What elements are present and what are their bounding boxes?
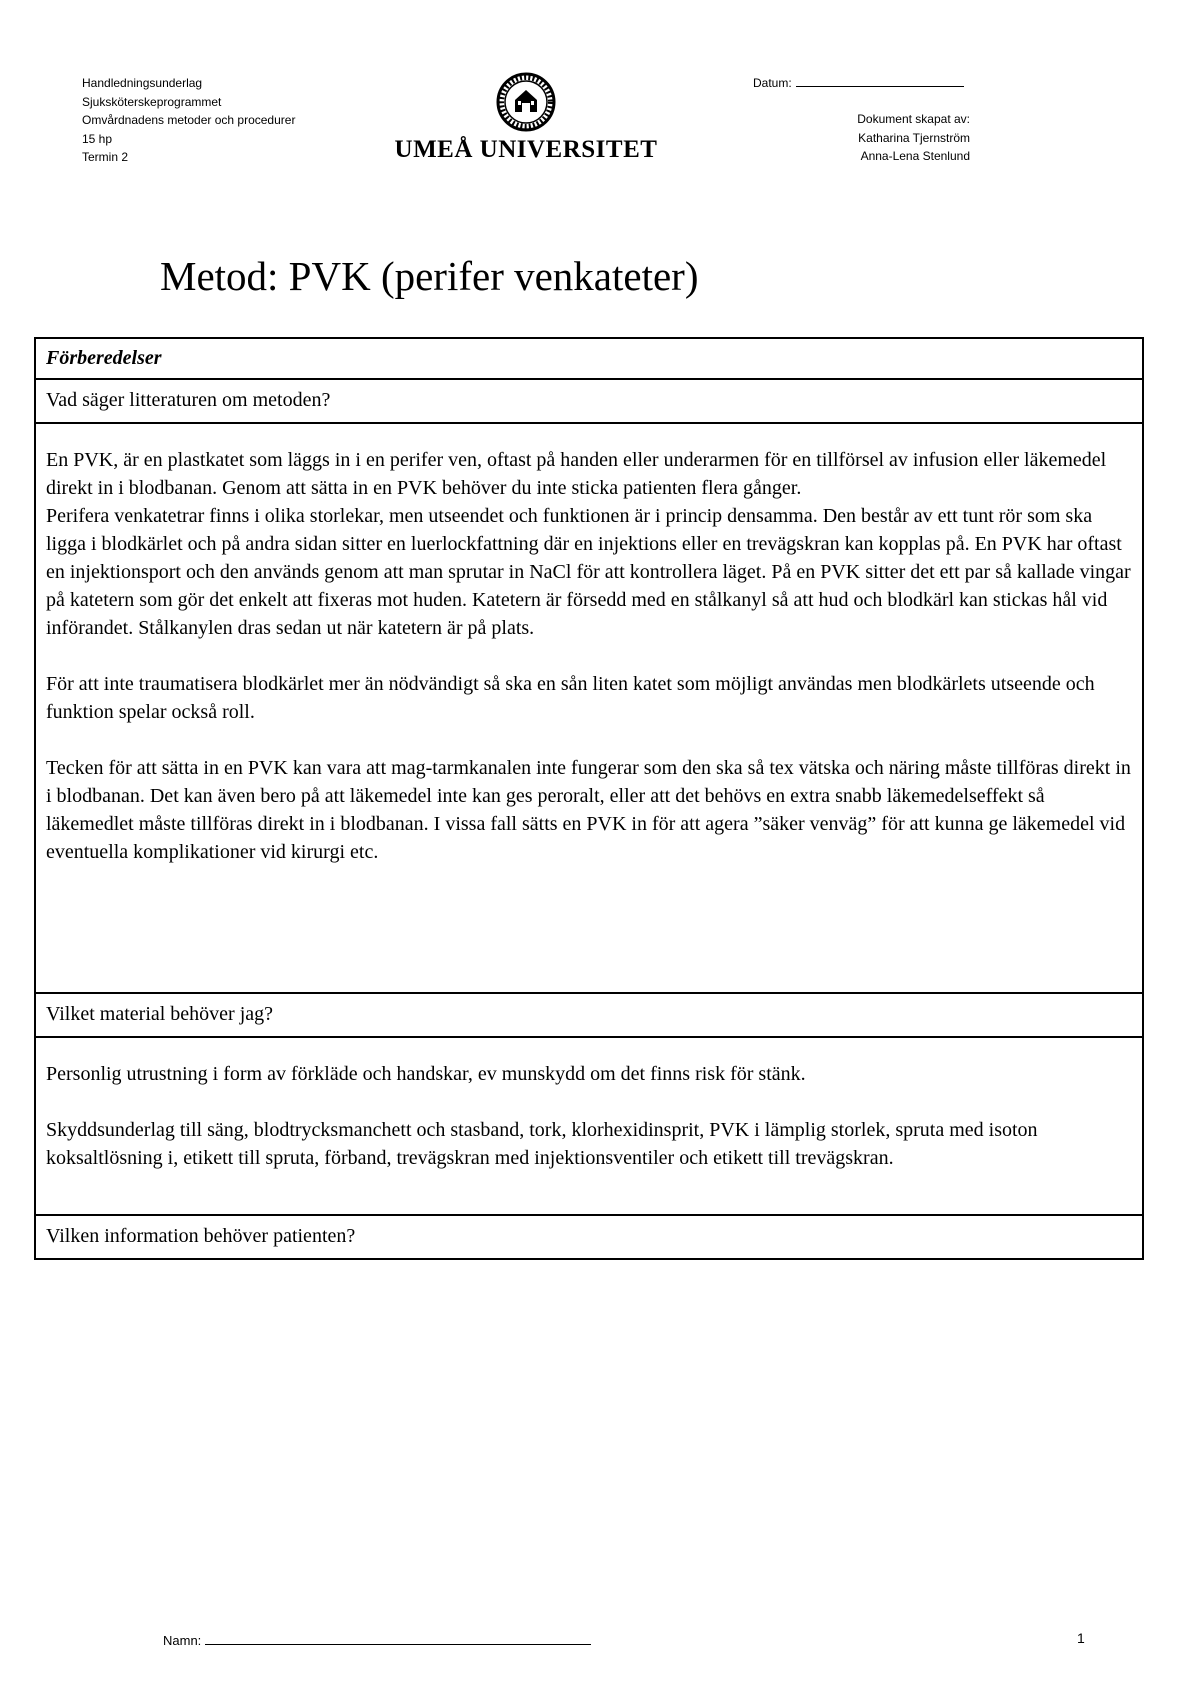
course-info-line: Omvårdnadens metoder och procedurer [82, 113, 296, 127]
course-info [82, 74, 295, 167]
page-number: 1 [1077, 1630, 1085, 1646]
answer-material[interactable] [35, 1037, 1143, 1215]
created-by-label: Dokument skapat av: [857, 112, 970, 126]
name-field[interactable] [163, 1632, 591, 1648]
university-seal-icon [496, 72, 556, 132]
author-name: Katharina Tjernström [858, 130, 970, 145]
course-info-line: Termin 2 [82, 150, 129, 164]
course-info-line: Handledningsunderlag [82, 76, 203, 90]
university-logo [376, 72, 676, 172]
date-label: Datum: [753, 76, 792, 90]
author-name: Anna-Lena Stenlund [860, 149, 970, 163]
course-info-line: 15 hp [82, 131, 113, 146]
answer-paragraph: Personlig utrustning i form av förkläde och handskar, ev munskydd om det finns risk för stänk. [46, 1063, 806, 1085]
name-line[interactable] [205, 1632, 591, 1645]
answer-paragraph: En PVK, är en plastkatet som läggs in i en perifer ven, oftast på handen eller underarmen för en tillförsel av infusion eller läkemedel direkt in i blodbanan. Genom att sätta in en PVK behöver du inte sticka patienten flera gånger. Perifera venkatetrar finns i olika storlekar, men utseendet och funktionen är i princip densamma. Den består av ett tunt rör som ska ligga i blodkärlet och på andra sidan sitter en luerlockfattning där en injektions eller en trevägskran kan kopplas på. En PVK har oftast en injektionsport och den används genom att man sprutar in NaCl för att kontrollera läget. På en PVK sitter det ett par så kallade vingar på katetern som gör det enkelt att fixeras mot huden. Katetern är försedd med en stålkanyl så att hud och blodkärl kan stickas hål vid införandet. Stålkanylen dras sedan ut när katetern är på plats. [46, 449, 1131, 639]
date-field[interactable] [753, 74, 964, 90]
date-line[interactable] [796, 74, 964, 87]
answer-paragraph: Skyddsunderlag till säng, blodtrycksmanchett och stasband, tork, klorhexidinsprit, PVK i lämplig storlek, spruta med isoton koksaltlösning i, etikett till spruta, förband, trevägskran med injektionsventiler och etikett till trevägskran. [46, 1119, 1038, 1169]
answer-paragraph: För att inte traumatisera blodkärlet mer än nödvändigt så ska en sån liten katet som möjligt användas men blodkärlets utseende och funktion spelar också roll. [46, 673, 1095, 723]
method-form-table [34, 337, 1144, 1260]
page-title: Metod: PVK (perifer venkateter) [160, 253, 699, 299]
question-material: Vilket material behöver jag? [35, 993, 1143, 1037]
question-literature: Vad säger litteraturen om metoden? [35, 379, 1143, 423]
question-patient-info: Vilken information behöver patienten? [35, 1215, 1143, 1259]
section-heading: Förberedelser [35, 338, 1143, 379]
answer-literature[interactable] [35, 423, 1143, 993]
course-info-line: Sjuksköterskeprogrammet [82, 94, 222, 109]
document-authors [760, 110, 970, 166]
university-wordmark: UMEÅ UNIVERSITET [394, 136, 658, 163]
name-label: Namn: [163, 1633, 202, 1648]
answer-paragraph: Tecken för att sätta in en PVK kan vara att mag-tarmkanalen inte fungerar som den ska så tex vätska och näring måste tillföras direkt in i blodbanan. Det kan även bero på att läkemedel inte kan ges peroralt, eller att det behövs en extra snabb läkemedelseffekt så läkemedlet måste tillföras direkt in i blodbanan. I vissa fall sätts en PVK in för att agera ”säker venväg” för att kunna ge läkemedel vid eventuella komplikationer vid kirurgi etc. [46, 757, 1131, 863]
